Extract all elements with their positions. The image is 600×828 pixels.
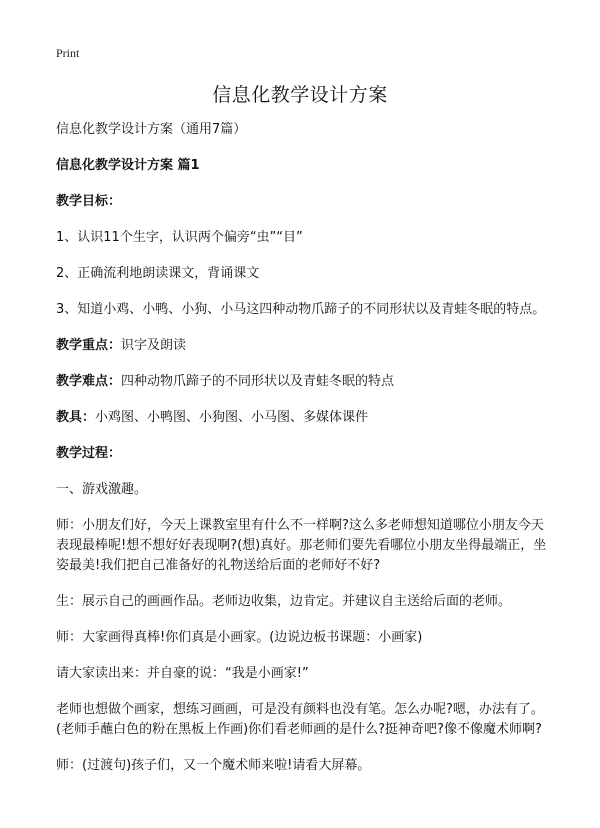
objective-item: 2、正确流利地朗读课文，背诵课文 [56,266,260,281]
paragraph: 老师也想做个画家，想练习画画，可是没有颜料也没有笔。怎么办呢?嗯，办法有了。(老师手蘸白色的粉在黑板上作画)你们看老师画的是什么?挺神奇吧?像不像魔术师啊? [56,702,544,737]
section-heading: 信息化教学设计方案 篇1 [56,158,200,173]
difficulty-text: 四种动物爪蹄子的不同形状以及青蛙冬眠的特点 [121,374,395,389]
process-heading: 教学过程： [56,446,122,461]
objectives-heading: 教学目标： [56,194,122,209]
paragraph: 师：小朋友们好，今天上课教室里有什么不一样啊?这么多老师想知道哪位小朋友今天表现最棒呢!想不想好好表现啊?(想)真好。那老师们要先看哪位小朋友坐得最端正，坐姿最美!我们把自己准备好的礼物送给后面的老师好不好? [56,518,547,573]
tools-label: 教具： [56,410,96,425]
print-label: Print [56,46,80,60]
tools-text: 小鸡图、小鸭图、小狗图、小马图、多媒体课件 [95,410,369,425]
paragraph: 请大家读出来：并自豪的说：“我是小画家!” [56,666,309,681]
key-point-label: 教学重点： [56,338,122,353]
objective-item: 1、认识11个生字，认识两个偏旁“虫”“目” [56,230,303,245]
document-subtitle: 信息化教学设计方案（通用7篇） [56,122,247,137]
paragraph: 生：展示自己的画画作品。老师边收集，边肯定。并建议自主送给后面的老师。 [56,594,512,609]
objective-item: 3、知道小鸡、小鸭、小狗、小马这四种动物爪蹄子的不同形状以及青蛙冬眠的特点。 [56,302,546,317]
difficulty-label: 教学难点： [56,374,122,389]
paragraph: 师：(过渡句)孩子们，又一个魔术师来啦!请看大屏幕。 [56,758,371,773]
difficulty-row [56,372,552,392]
key-point-row [56,336,552,356]
document-body [56,120,552,776]
paragraph: 师：大家画得真棒!你们真是小画家。(边说边板书课题：小画家) [56,630,423,645]
step-heading: 一、游戏激趣。 [56,482,148,497]
document-title: 信息化教学设计方案 [212,84,388,106]
tools-row [56,408,552,428]
key-point-text: 识字及朗读 [121,338,187,353]
